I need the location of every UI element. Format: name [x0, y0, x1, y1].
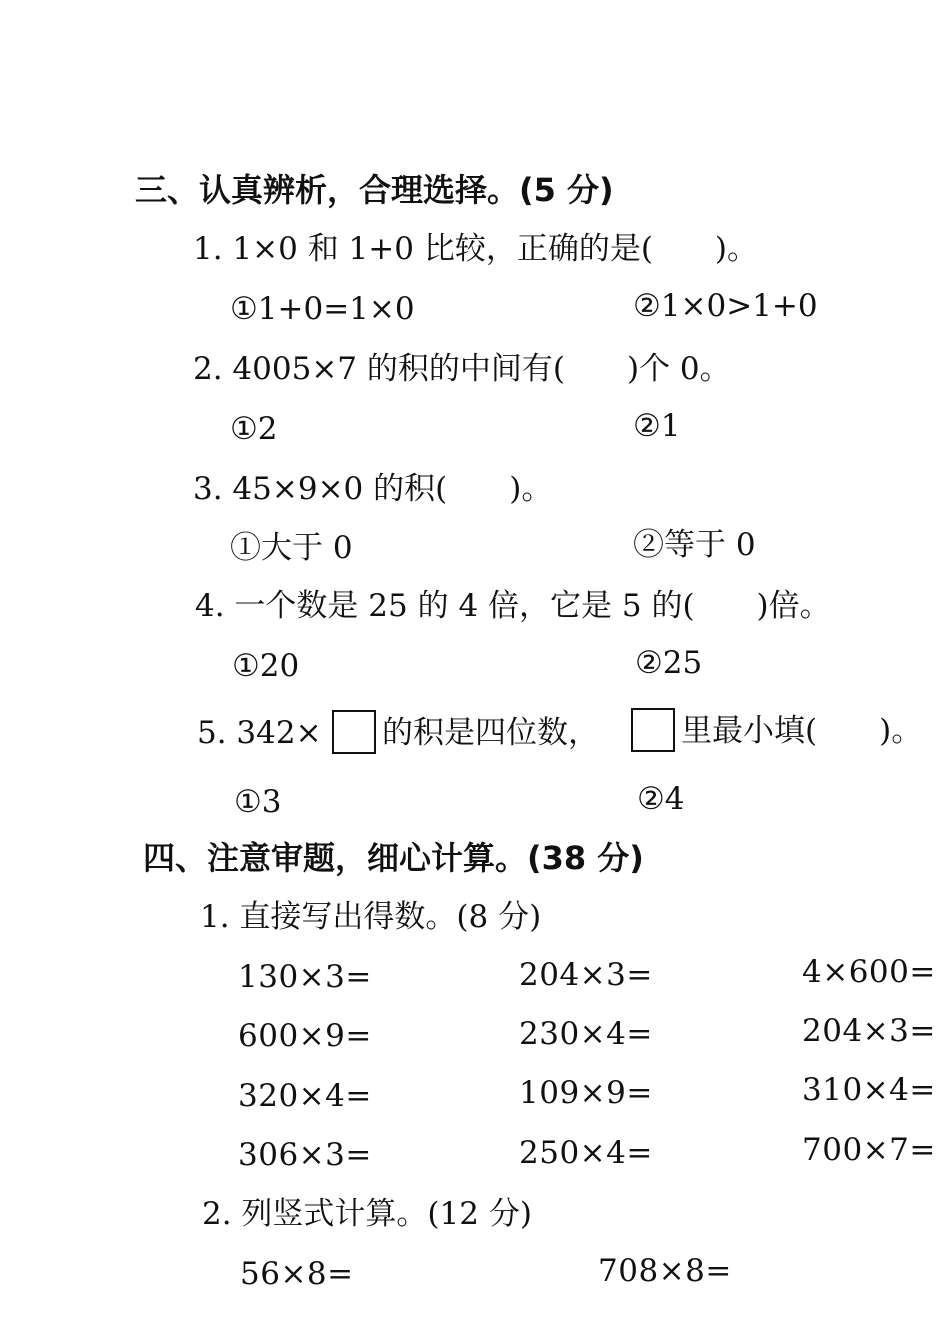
answer-blank-box-1: [332, 710, 376, 754]
question-5-stem-part-1: 5. 342×: [197, 715, 322, 751]
calc-r1-c1: 130×3=: [238, 959, 372, 995]
vertical-calc-1: 56×8=: [240, 1256, 354, 1292]
question-1-option-1: ①1+0=1×0: [230, 291, 415, 327]
calc-r3-c1: 320×4=: [238, 1078, 372, 1114]
calc-r4-c2: 250×4=: [519, 1135, 653, 1171]
part-2-title: 2. 列竖式计算。(12 分): [202, 1196, 532, 1232]
question-5-option-2: ②4: [637, 781, 685, 817]
calc-r2-c2: 230×4=: [519, 1016, 653, 1052]
question-4-option-1: ①20: [232, 648, 300, 684]
question-3-option-1: ①大于 0: [230, 530, 353, 566]
question-4-option-2: ②25: [635, 645, 703, 681]
question-4-stem: 4. 一个数是 25 的 4 倍，它是 5 的( )倍。: [195, 588, 831, 624]
section-4-title: 四、注意审题，细心计算。(38 分): [143, 839, 644, 877]
part-1-title: 1. 直接写出得数。(8 分): [200, 899, 542, 935]
question-1-option-2: ②1×0>1+0: [633, 288, 818, 324]
calc-r1-c2: 204×3=: [519, 957, 653, 993]
calc-r2-c3: 204×3=: [802, 1013, 936, 1049]
question-5-option-1: ①3: [234, 784, 282, 820]
answer-blank-box-2: [631, 708, 675, 752]
question-3-stem: 3. 45×9×0 的积( )。: [193, 471, 553, 507]
calc-r3-c2: 109×9=: [519, 1075, 653, 1111]
question-5-stem-part-3: 里最小填( )。: [681, 713, 923, 749]
question-3-option-2: ②等于 0: [633, 527, 756, 563]
question-5-stem-part-2: 的积是四位数，: [382, 715, 599, 751]
calc-r1-c3: 4×600=: [802, 954, 936, 990]
calc-r3-c3: 310×4=: [802, 1072, 936, 1108]
calc-r4-c3: 700×7=: [802, 1132, 936, 1168]
question-2-option-2: ②1: [633, 408, 681, 444]
calc-r4-c1: 306×3=: [238, 1137, 372, 1173]
question-2-option-1: ①2: [230, 411, 278, 447]
question-2-stem: 2. 4005×7 的积的中间有( )个 0。: [193, 351, 731, 387]
question-1-stem: 1. 1×0 和 1+0 比较，正确的是( )。: [193, 231, 759, 267]
vertical-calc-2: 708×8=: [598, 1253, 732, 1289]
calc-r2-c1: 600×9=: [238, 1018, 372, 1054]
section-3-title: 三、认真辨析，合理选择。(5 分): [135, 171, 614, 209]
